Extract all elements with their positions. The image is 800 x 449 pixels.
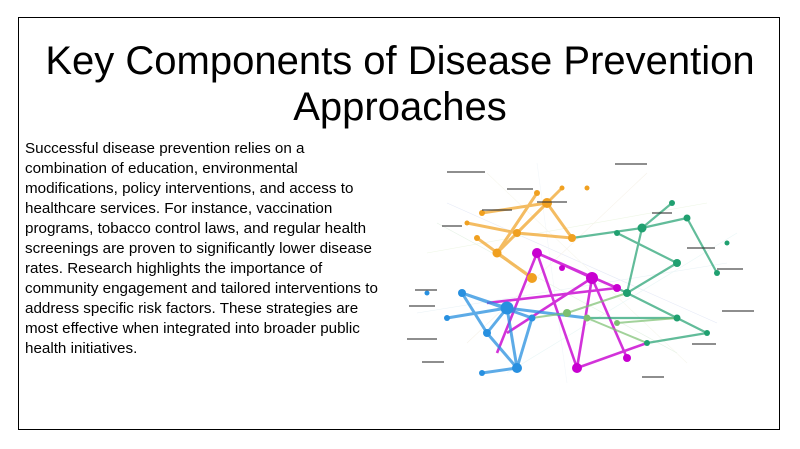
- network-graph-image: [387, 143, 772, 388]
- slide-body-text: Successful disease prevention relies on a combination of education, environmental modifications, policy interventions, and access to healthcare services. For instance, vaccination programs, tobacco control laws, and regular health screenings are proven to significantly lower disease rates. Research highlights the importance of community engagement and tailored interventions to address specific risk factors. These strategies are most effective when integrated into broader public health initiatives.: [25, 140, 378, 357]
- slide: [18, 17, 780, 430]
- network-graph-svg: [387, 143, 772, 388]
- slide-title: Key Components of Disease Prevention Approaches: [45, 39, 755, 129]
